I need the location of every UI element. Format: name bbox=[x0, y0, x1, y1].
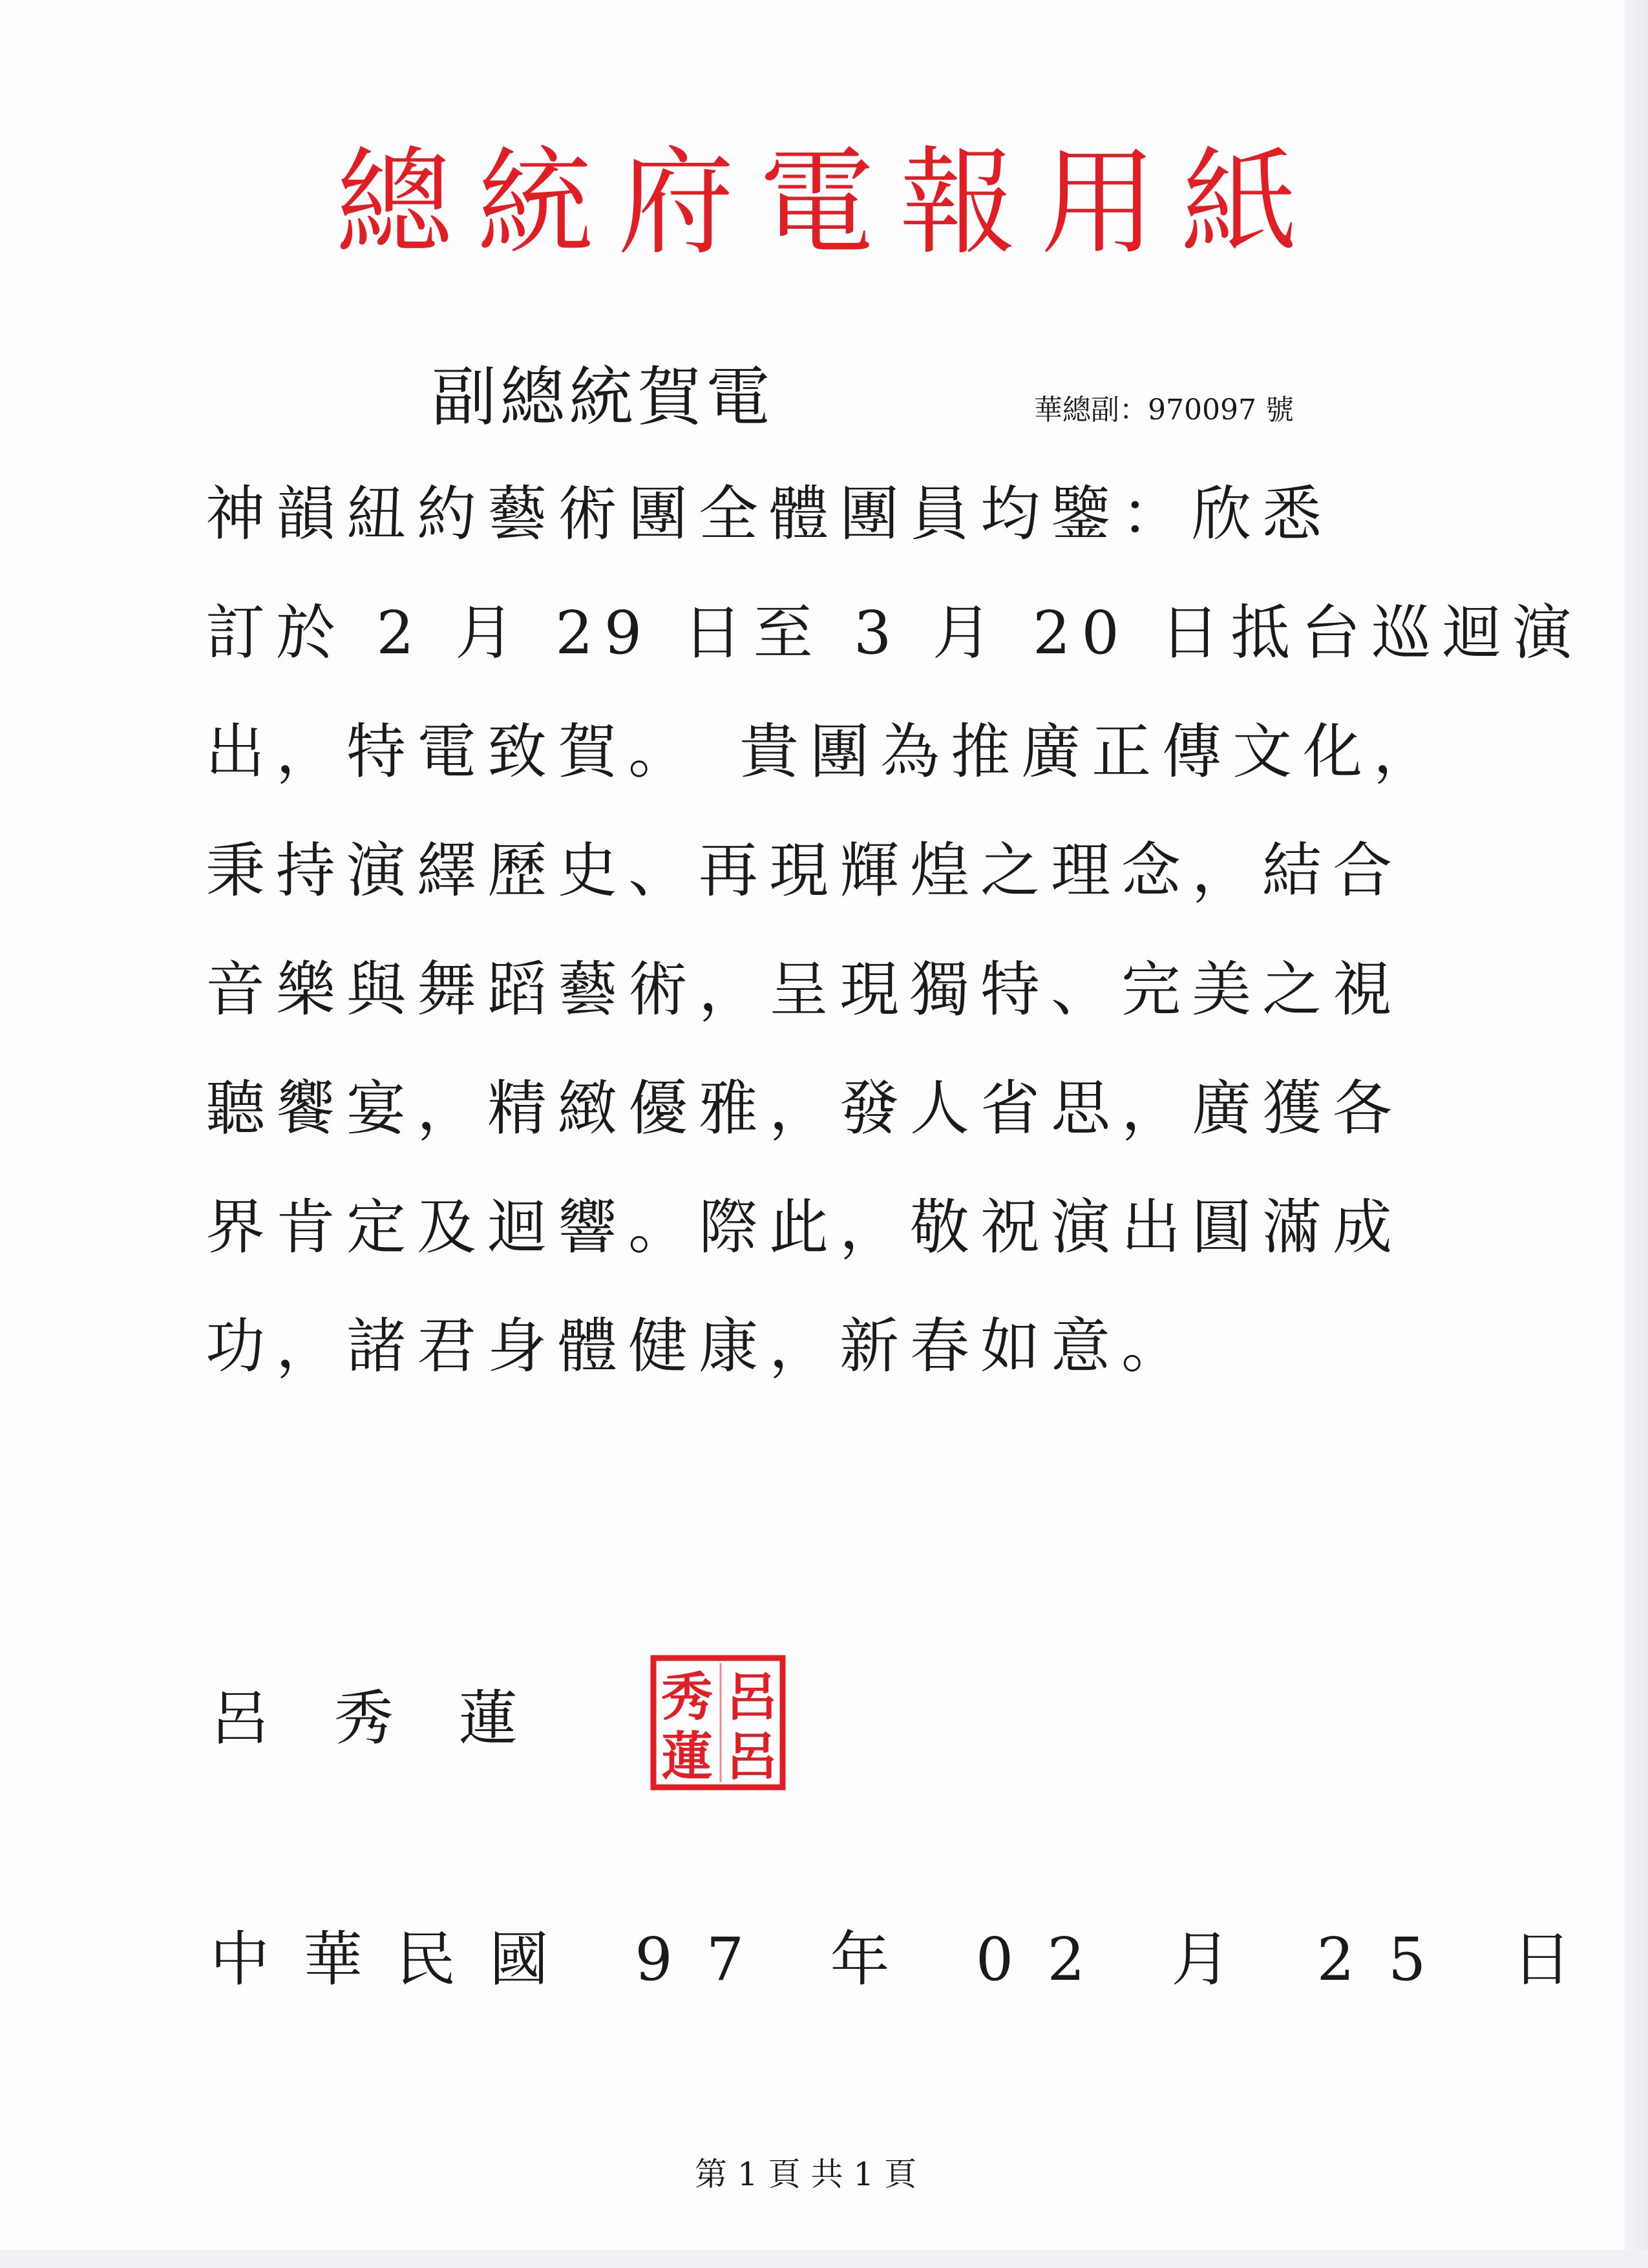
seal-character: 秀 bbox=[661, 1666, 713, 1727]
seal-character: 呂 bbox=[726, 1726, 777, 1787]
paper-edge-bottom bbox=[0, 2250, 1648, 2268]
seal-stamp bbox=[648, 1653, 788, 1792]
seal-character: 蓮 bbox=[661, 1726, 713, 1787]
reference-number: 華總副：970097 號 bbox=[1034, 394, 1294, 426]
telegram-subject: 副總統賀電 bbox=[432, 359, 774, 435]
letterhead-title: 總統府電報用紙 bbox=[336, 136, 1323, 271]
issue-date: 中華民國 97 年 02 月 25 日 bbox=[210, 1925, 1605, 1994]
body-line: 功，諸君身體健康，新春如意。 bbox=[206, 1312, 1192, 1381]
page-number: 第 1 頁 共 1 頁 bbox=[695, 2156, 917, 2193]
body-line: 聽饗宴，精緻優雅，發人省思，廣獲各 bbox=[206, 1074, 1404, 1143]
body-line: 界肯定及迴響。際此，敬祝演出圓滿成 bbox=[206, 1193, 1404, 1262]
body-line: 訂於 2 月 29 日至 3 月 20 日抵台巡迴演 bbox=[206, 598, 1583, 667]
telegram-body bbox=[206, 463, 1583, 1414]
seal-character: 呂 bbox=[726, 1666, 777, 1727]
body-line: 音樂與舞蹈藝術，呈現獨特、完美之視 bbox=[206, 955, 1404, 1024]
paper-edge-right bbox=[1625, 0, 1648, 2268]
body-line: 神韻紐約藝術團全體團員均鑒：欣悉 bbox=[206, 479, 1333, 549]
body-line: 出，特電致賀。 貴團為推廣正傳文化， bbox=[206, 717, 1444, 786]
body-line: 秉持演繹歷史、再現輝煌之理念，結合 bbox=[206, 836, 1404, 905]
signer-name: 呂秀蓮 bbox=[210, 1684, 583, 1753]
